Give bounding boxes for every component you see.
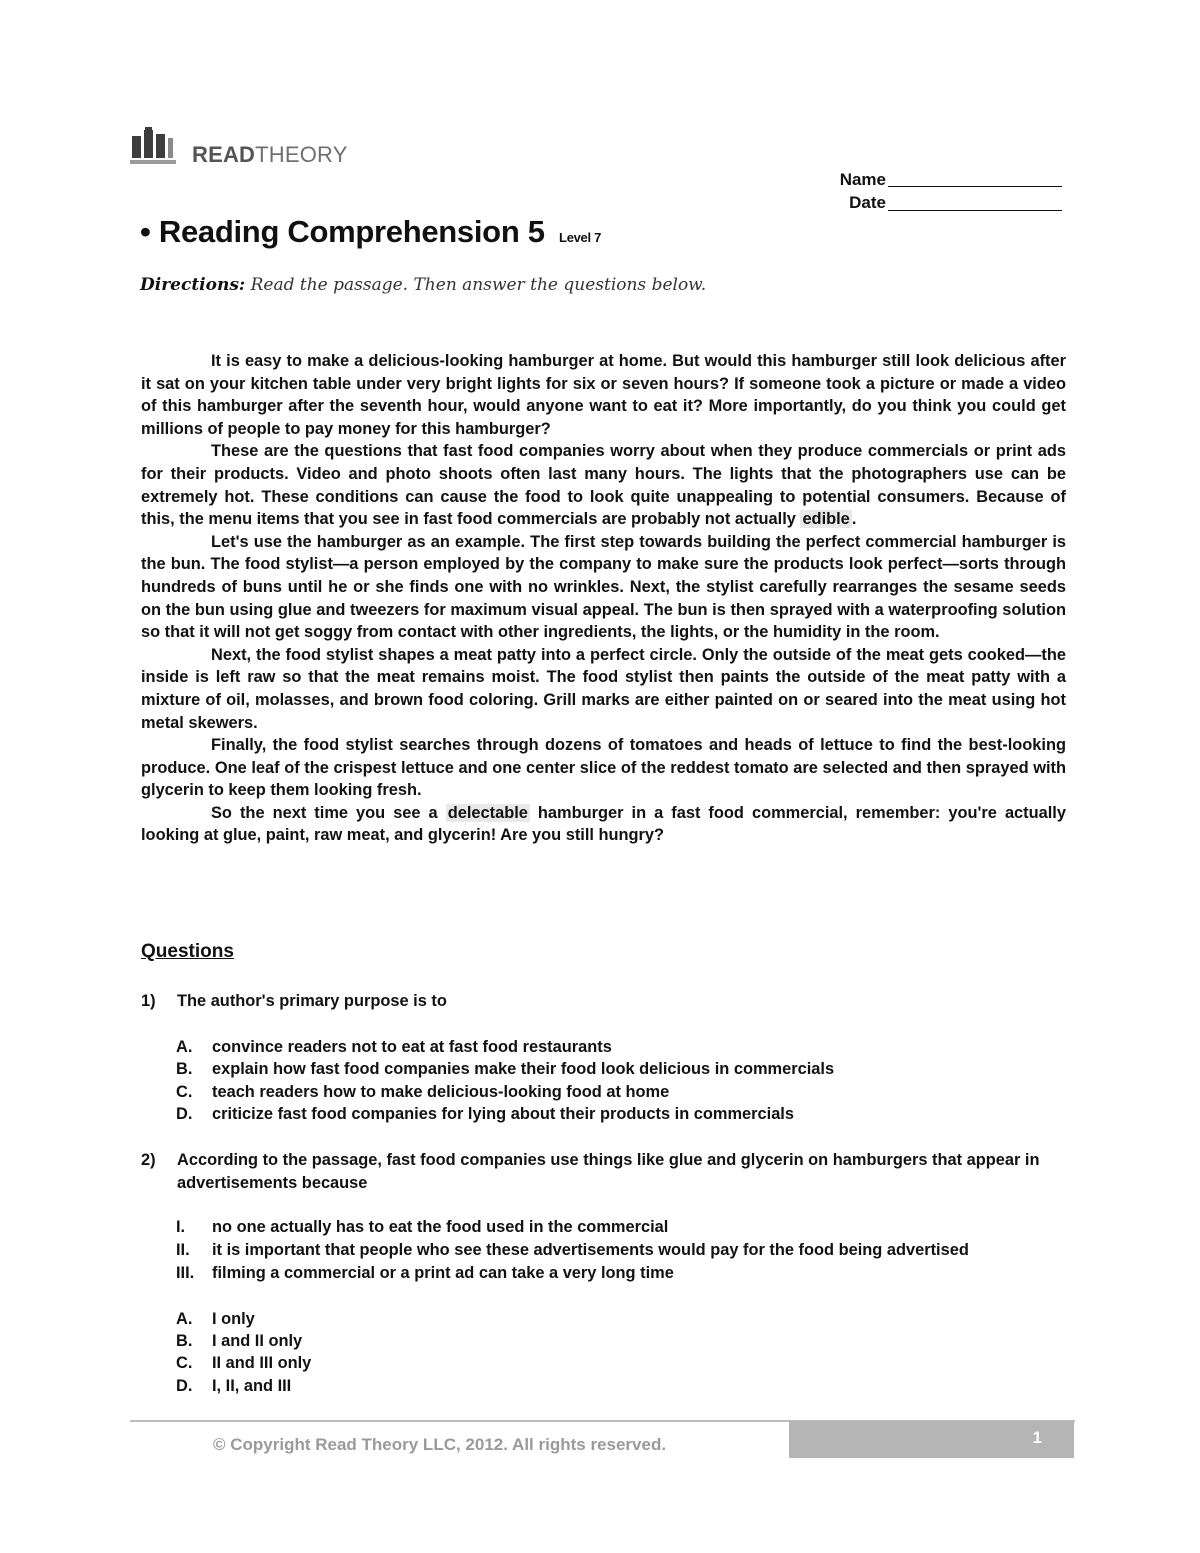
- answer-option[interactable]: B. I and II only: [176, 1332, 303, 1350]
- statement-item: II. it is important that people who see these advertisements would pay for the food being advertised: [176, 1241, 969, 1259]
- vocab-word-delectable[interactable]: delectable: [447, 803, 528, 822]
- directions: [140, 275, 706, 295]
- copyright-notice: © Copyright Read Theory LLC, 2012. All rights reserved.: [213, 1435, 667, 1454]
- books-logo-icon: [130, 126, 180, 168]
- logo-wordmark: READTHEORY: [192, 142, 348, 167]
- answer-option[interactable]: C. teach readers how to make delicious-looking food at home: [176, 1083, 670, 1101]
- passage-paragraph: These are the questions that fast food companies worry about when they produce commercials or print ads for their products. Video and photo shoots often last many hours. The lights that the photographers use can be extremely hot. These conditions can cause the food to look quite unappealing to potential consumers. Because of this, the menu items that you see in fast food commercials are probably not actually edible .: [141, 442, 1066, 529]
- answer-option[interactable]: B. explain how fast food companies make their food look delicious in commercials: [176, 1060, 835, 1078]
- page-title: [140, 214, 601, 250]
- name-line[interactable]: [888, 186, 1062, 187]
- questions-heading: Questions: [141, 941, 234, 962]
- question-1: [141, 990, 1071, 1014]
- answer-option[interactable]: C. II and III only: [176, 1354, 312, 1372]
- question-2: [141, 1149, 1071, 1197]
- directions-text: Read the passage. Then answer the questions below.: [250, 275, 707, 295]
- passage-paragraph: Next, the food stylist shapes a meat patty into a perfect circle. Only the outside of the meat gets cooked—the inside is left raw so that the meat remains moist. The food stylist then paints the outside of the meat patty with a mixture of oil, molasses, and brown food coloring. Grill marks are either painted on or seared into the meat using hot metal skewers.: [141, 645, 1066, 732]
- readtheory-logo: [130, 126, 370, 170]
- directions-label: Directions:: [140, 275, 246, 295]
- passage-paragraph: Let's use the hamburger as an example. The first step towards building the perfect commercial hamburger is the bun. The food stylist—a person employed by the company to make sure the products look perfect—sorts through hundreds of buns until he or she finds one with no wrinkles. Next, the stylist carefully rearranges the sesame seeds on the bun using glue and tweezers for maximum visual appeal. The bun is then sprayed with a waterproofing solution so that it will not get soggy from contact with other ingredients, the lights, or the humidity in the room.: [141, 532, 1066, 642]
- answer-option[interactable]: A. convince readers not to eat at fast food restaurants: [176, 1038, 612, 1056]
- question-stem: The author's primary purpose is to: [177, 992, 447, 1010]
- statement-item: I. no one actually has to eat the food used in the commercial: [176, 1218, 669, 1236]
- reading-passage: [141, 350, 1066, 847]
- answer-option[interactable]: D. I, II, and III: [176, 1377, 292, 1395]
- title-text: Reading Comprehension 5: [158, 214, 545, 249]
- title-level: Level 7: [559, 230, 602, 245]
- answer-option[interactable]: D. criticize fast food companies for lying about their products in commercials: [176, 1105, 794, 1123]
- title-bullet: •: [140, 214, 151, 249]
- question-number: 2): [141, 1151, 156, 1169]
- date-label: Date: [849, 193, 886, 212]
- date-line[interactable]: [888, 210, 1062, 211]
- vocab-word-edible[interactable]: edible: [802, 510, 850, 529]
- page-number: 1: [1032, 1428, 1042, 1447]
- statement-item: III. filming a commercial or a print ad can take a very long time: [176, 1264, 674, 1282]
- page-number-box: [789, 1421, 1074, 1458]
- passage-paragraph: So the next time you see a delectable hamburger in a fast food commercial, remember: you're actually looking at glue, paint, raw meat, and glycerin! Are you still hungry?: [141, 803, 1066, 845]
- name-label: Name: [839, 170, 886, 189]
- passage-paragraph: Finally, the food stylist searches through dozens of tomatoes and heads of lettuce to find the best-looking produce. One leaf of the crispest lettuce and one center slice of the reddest tomato are selected and then sprayed with glycerin to keep them looking fresh.: [141, 736, 1066, 800]
- question-number: 1): [141, 992, 156, 1010]
- question-stem: According to the passage, fast food companies use things like glue and glycerin on hamburgers that appear in advertisements because: [177, 1151, 1040, 1192]
- passage-paragraph: It is easy to make a delicious-looking hamburger at home. But would this hamburger still look delicious after it sat on your kitchen table under very bright lights for six or seven hours? If someone took a picture or made a video of this hamburger after the seventh hour, would anyone want to eat it? More importantly, do you think you could get millions of people to pay money for this hamburger?: [141, 352, 1066, 438]
- answer-option[interactable]: A. I only: [176, 1310, 255, 1328]
